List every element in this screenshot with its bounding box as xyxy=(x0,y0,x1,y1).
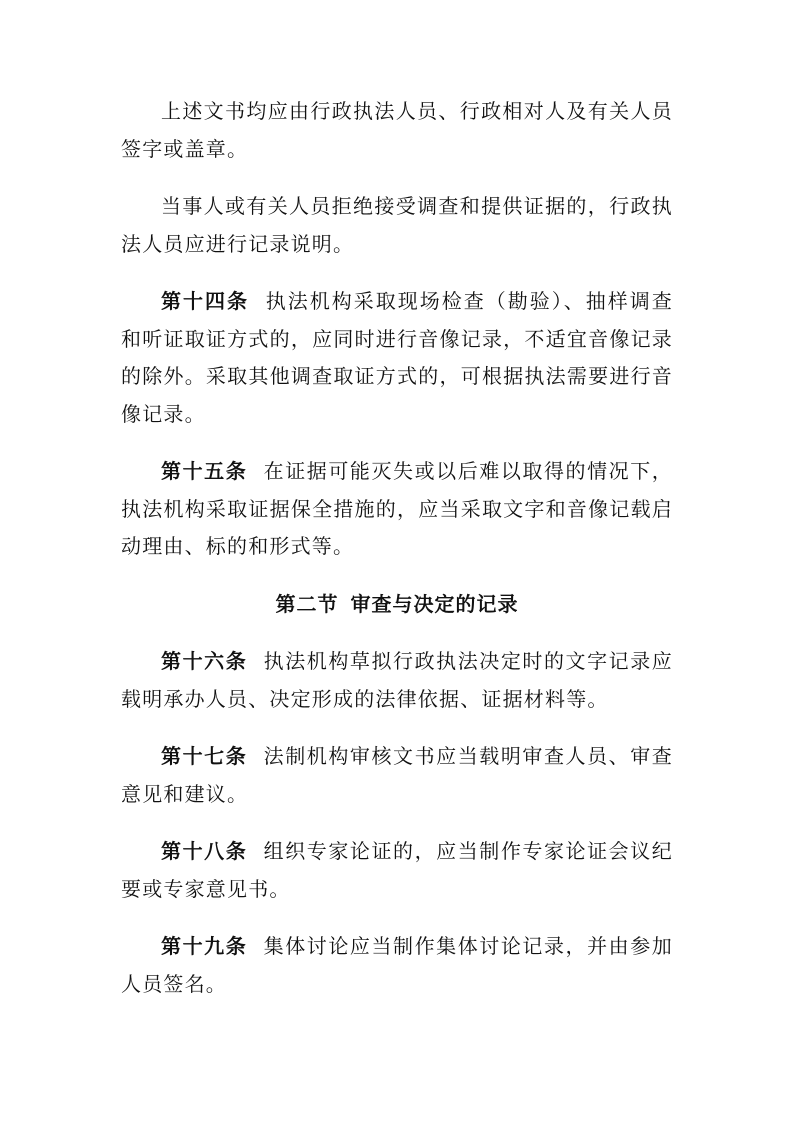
section-number: 第二节 xyxy=(275,591,339,616)
article-number: 第十九条 xyxy=(161,934,248,958)
article-15 xyxy=(121,453,673,566)
article-17 xyxy=(121,738,673,813)
article-text: 在证据可能灭失或以后难以取得的情况下，执法机构采取证据保全措施的，应当采取文字和音像记载启动理由、标的和形式等。 xyxy=(121,459,673,558)
article-18 xyxy=(121,833,673,908)
article-number: 第十八条 xyxy=(161,839,248,863)
article-19 xyxy=(121,928,673,1003)
paragraph-signature-requirement xyxy=(121,93,673,168)
article-14 xyxy=(121,283,673,433)
article-text: 组织专家论证的，应当制作专家论证会议纪要或专家意见书。 xyxy=(121,839,673,901)
paragraph-refusal-record xyxy=(121,188,673,263)
section-heading xyxy=(121,586,673,624)
article-text: 法制机构审核文书应当载明审查人员、审查意见和建议。 xyxy=(121,744,673,806)
article-number: 第十五条 xyxy=(161,459,248,483)
article-number: 第十四条 xyxy=(161,289,249,313)
article-number: 第十六条 xyxy=(161,649,248,673)
article-number: 第十七条 xyxy=(161,744,248,768)
article-16 xyxy=(121,643,673,718)
document-body xyxy=(121,93,673,1023)
article-text: 执法机构草拟行政执法决定时的文字记录应载明承办人员、决定形成的法律依据、证据材料等。 xyxy=(121,649,673,711)
section-title: 审查与决定的记录 xyxy=(350,591,519,616)
paragraph-text: 当事人或有关人员拒绝接受调查和提供证据的，行政执法人员应进行记录说明。 xyxy=(121,194,673,256)
article-text: 集体讨论应当制作集体讨论记录，并由参加人员签名。 xyxy=(121,934,673,996)
paragraph-text: 上述文书均应由行政执法人员、行政相对人及有关人员签字或盖章。 xyxy=(121,99,673,161)
article-text: 执法机构采取现场检查（勘验）、抽样调查和听证取证方式的，应同时进行音像记录，不适宜音像记录的除外。采取其他调查取证方式的，可根据执法需要进行音像记录。 xyxy=(121,289,673,426)
